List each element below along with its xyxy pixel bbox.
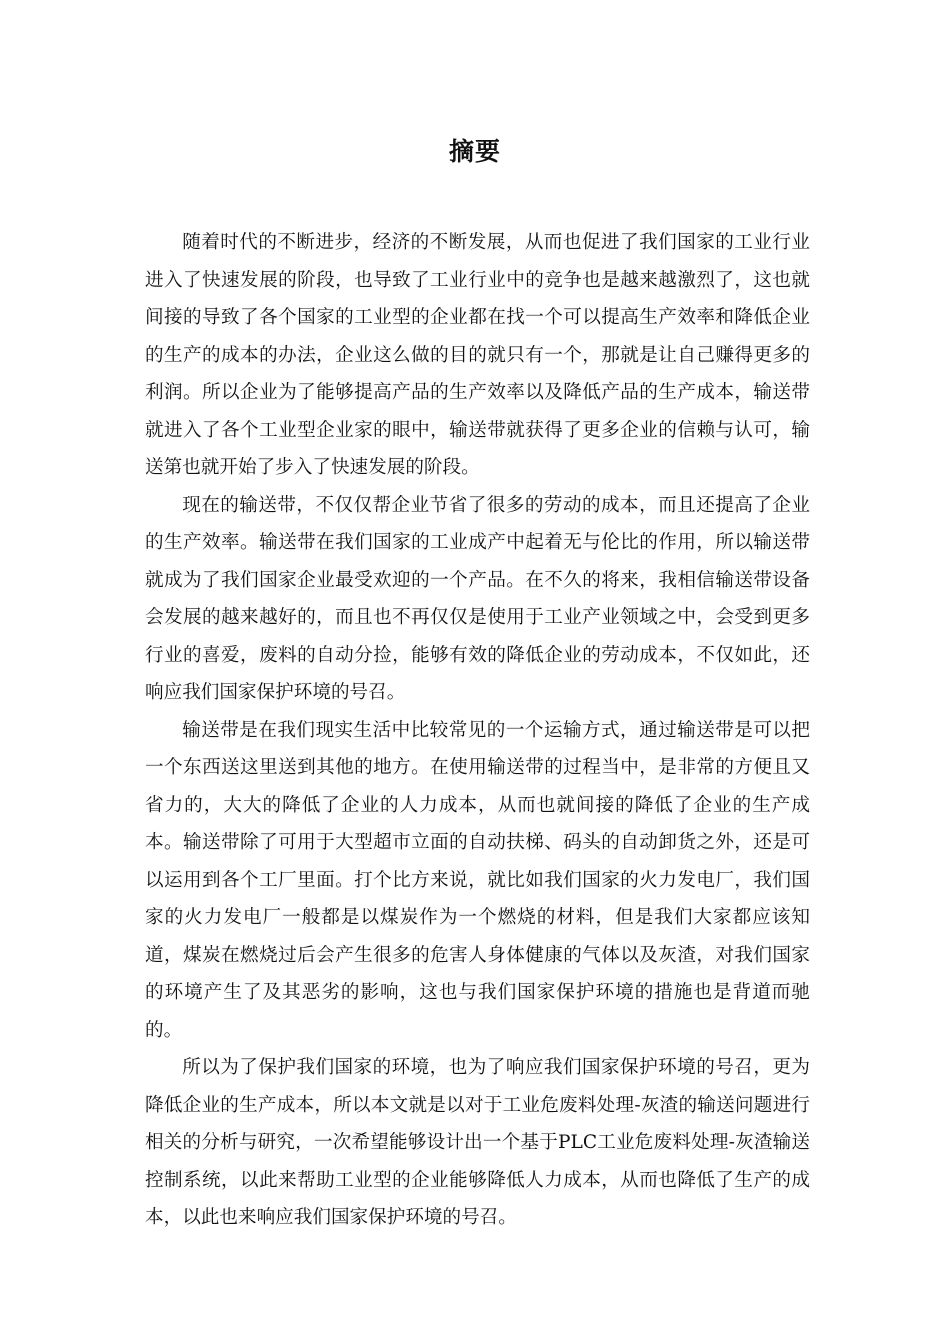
abstract-paragraph-1: 随着时代的不断进步，经济的不断发展，从而也促进了我们国家的工业行业进入了快速发展的阶段，也导致了工业行业中的竞争也是越来越激烈了，这也就间接的导致了各个国家的工业型的企业都在找一个可以提高生产效率和降低企业的生产的成本的办法，企业这么做的目的就只有一个，那就是让自己赚得更多的利润。所以企业为了能够提高产品的生产效率以及降低产品的生产成本，输送带就进入了各个工业型企业家的眼中，输送带就获得了更多企业的信赖与认可，输送第也就开始了步入了快速发展的阶段。: [145, 232, 810, 478]
page-title: 摘要: [448, 137, 501, 166]
abstract-body: [145, 224, 810, 1237]
abstract-paragraph-3: 输送带是在我们现实生活中比较常见的一个运输方式，通过输送带是可以把一个东西送这里送到其他的地方。在使用输送带的过程当中，是非常的方便且又省力的，大大的降低了企业的人力成本，从而也就间接的降低了企业的生产成本。输送带除了可用于大型超市立面的自动扶梯、码头的自动卸货之外，还是可以运用到各个工厂里面。打个比方来说，就比如我们国家的火力发电厂，我们国家的火力发电厂一般都是以煤炭作为一个燃烧的材料，但是我们大家都应该知道，煤炭在燃烧过后会产生很多的危害人身体健康的气体以及灰渣，对我们国家的环境产生了及其恶劣的影响，这也与我们国家保护环境的措施也是背道而驰的。: [145, 719, 810, 1041]
abstract-paragraph-2: 现在的输送带，不仅仅帮企业节省了很多的劳动的成本，而且还提高了企业的生产效率。输送带在我们国家的工业成产中起着无与伦比的作用，所以输送带就成为了我们国家企业最受欢迎的一个产品。在不久的将来，我相信输送带设备会发展的越来越好的，而且也不再仅仅是使用于工业产业领域之中，会受到更多行业的喜爱，废料的自动分捡，能够有效的降低企业的劳动成本，不仅如此，还响应我们国家保护环境的号召。: [145, 494, 810, 703]
abstract-paragraph-4: 所以为了保护我们国家的环境，也为了响应我们国家保护环境的号召，更为降低企业的生产成本，所以本文就是以对于工业危废料处理-灰渣的输送问题进行相关的分析与研究，一次希望能够设计出一个基于PLC工业危废料处理-灰渣输送控制系统，以此来帮助工业型的企业能够降低人力成本，从而也降低了生产的成本，以此也来响应我们国家保护环境的号召。: [145, 1057, 810, 1228]
